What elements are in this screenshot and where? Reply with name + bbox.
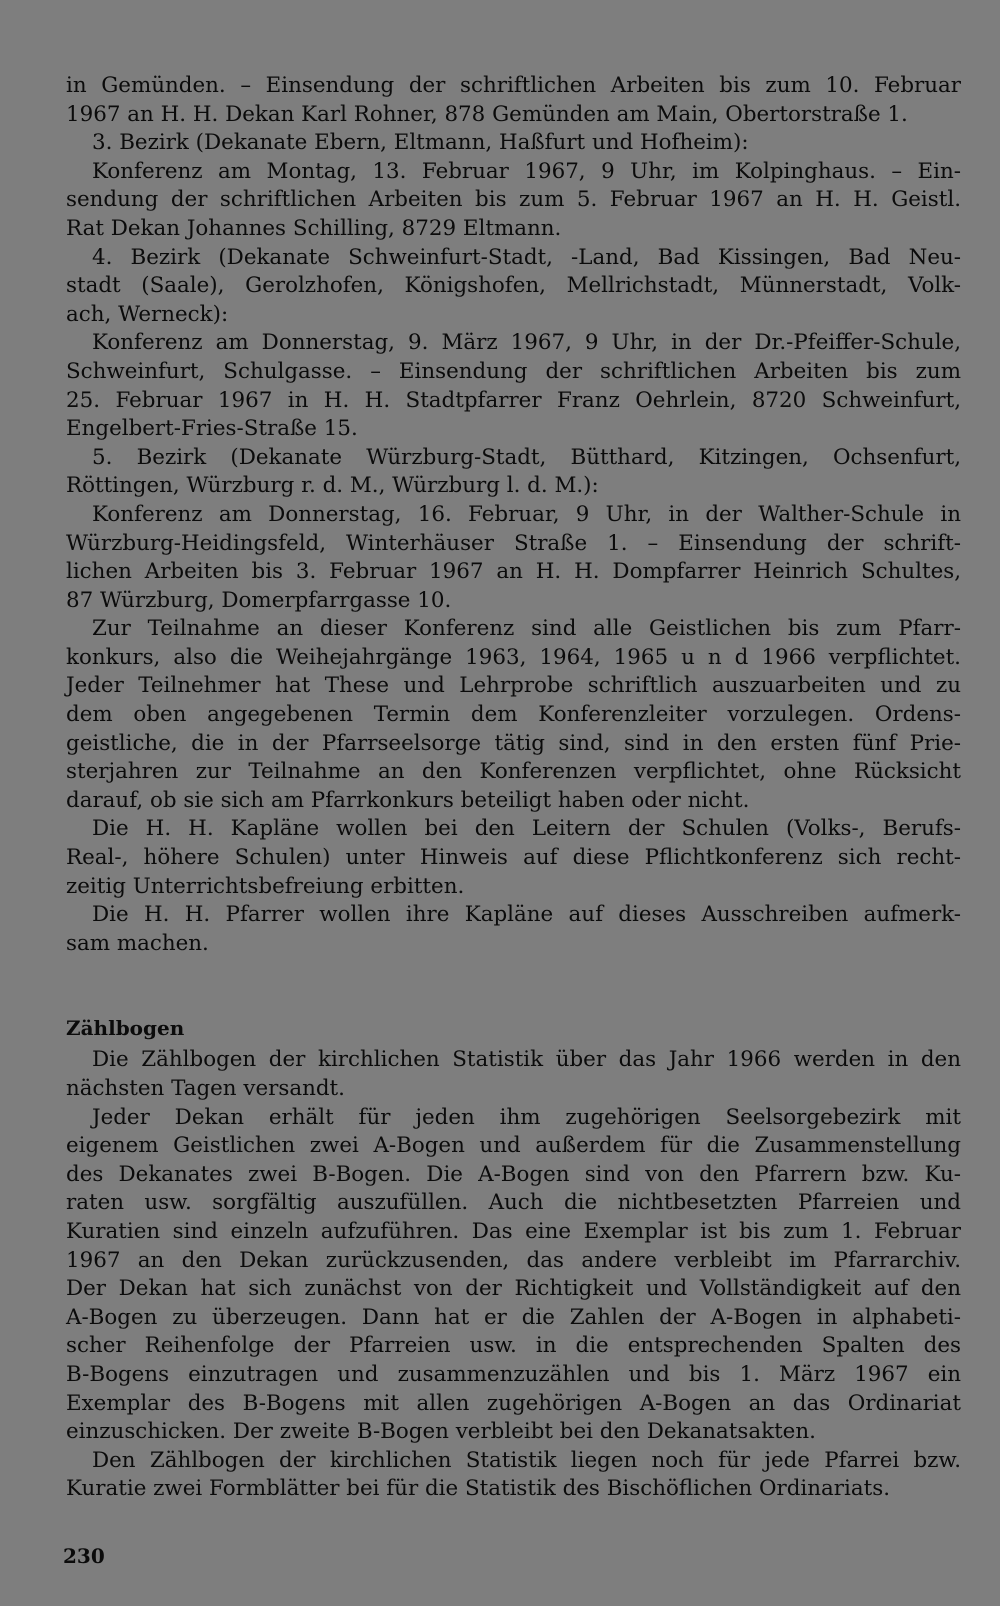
section-zaehlbogen-text <box>66 1046 961 1504</box>
text-line: Jeder Dekan erhält für jeden ihm zugehörigen Seelsorgebezirk mit <box>92 1104 961 1130</box>
text-line: Rat Dekan Johannes Schilling, 8729 Eltmann. <box>66 215 562 241</box>
text-line: in Gemünden. – Einsendung der schriftlichen Arbeiten bis zum 10. Februar <box>66 73 961 98</box>
text-line: ach, Werneck): <box>66 301 229 327</box>
text-line: Den Zählbogen der kirchlichen Statistik liegen noch für jede Pfarrei bzw. <box>92 1447 961 1473</box>
text-line: 4. Bezirk (Dekanate Schweinfurt-Stadt, -Land, Bad Kissingen, Bad Neu- <box>92 244 961 270</box>
text-line: lichen Arbeiten bis 3. Februar 1967 an H. H. Dompfarrer Heinrich Schultes, <box>66 559 961 585</box>
text-line: Konferenz am Donnerstag, 16. Februar, 9 Uhr, in der Walther-Schule in <box>92 501 961 527</box>
text-line: 25. Februar 1967 in H. H. Stadtpfarrer Franz Oehrlein, 8720 Schweinfurt, <box>66 387 961 413</box>
text-line: Jeder Teilnehmer hat These und Lehrprobe schriftlich auszuarbeiten und zu <box>66 673 961 699</box>
text-line: 3. Bezirk (Dekanate Ebern, Eltmann, Haßfurt und Hofheim): <box>92 130 749 156</box>
text-line: zeitig Unterrichtsbefreiung erbitten. <box>66 873 465 899</box>
text-line: B-Bogens einzutragen und zusammenzuzählen und bis 1. März 1967 ein <box>66 1361 961 1387</box>
text-line: Engelbert-Fries-Straße 15. <box>66 416 358 442</box>
text-line: A-Bogen zu überzeugen. Dann hat er die Zahlen der A-Bogen in alphabeti- <box>66 1304 961 1330</box>
text-line: Würzburg-Heidingsfeld, Winterhäuser Straße 1. – Einsendung der schrift- <box>66 530 961 556</box>
text-line: sendung der schriftlichen Arbeiten bis zum 5. Februar 1967 an H. H. Geistl. <box>66 187 961 213</box>
document-page <box>66 72 961 1504</box>
text-line: 87 Würzburg, Domerpfarrgasse 10. <box>66 587 452 613</box>
text-line: Der Dekan hat sich zunächst von der Richtigkeit und Vollständigkeit auf den <box>66 1276 961 1302</box>
text-line: Konferenz am Montag, 13. Februar 1967, 9 Uhr, im Kolpinghaus. – Ein- <box>92 158 961 184</box>
text-line: darauf, ob sie sich am Pfarrkonkurs beteiligt haben oder nicht. <box>66 787 750 813</box>
text-line: sterjahren zur Teilnahme an den Konferenzen verpflichtet, ohne Rücksicht <box>66 759 961 785</box>
page-number: 230 <box>63 1544 105 1568</box>
text-line: Kuratien sind einzeln aufzuführen. Das eine Exemplar ist bis zum 1. Februar <box>66 1218 961 1244</box>
text-line: 5. Bezirk (Dekanate Würzburg-Stadt, Bütthard, Kitzingen, Ochsenfurt, <box>92 444 961 470</box>
text-line: raten usw. sorgfältig auszufüllen. Auch die nichtbesetzten Pfarreien und <box>66 1190 961 1216</box>
text-line: sam machen. <box>66 930 209 956</box>
text-line: Die H. H. Pfarrer wollen ihre Kapläne auf dieses Ausschreiben aufmerk- <box>92 902 961 928</box>
text-line: Die H. H. Kapläne wollen bei den Leitern der Schulen (Volks-, Berufs- <box>92 816 961 842</box>
section-conference-text <box>66 72 961 958</box>
text-line: des Dekanates zwei B-Bogen. Die A-Bogen sind von den Pfarrern bzw. Ku- <box>66 1161 961 1187</box>
text-line: einzuschicken. Der zweite B-Bogen verbleibt bei den Dekanatsakten. <box>66 1419 816 1445</box>
text-line: geistliche, die in der Pfarrseelsorge tätig sind, sind in den ersten fünf Prie- <box>66 730 961 756</box>
text-line: dem oben angegebenen Termin dem Konferenzleiter vorzulegen. Ordens- <box>66 702 961 728</box>
text-line: Die Zählbogen der kirchlichen Statistik über das Jahr 1966 werden in den <box>92 1047 961 1073</box>
text-line: scher Reihenfolge der Pfarreien usw. in die entsprechenden Spalten des <box>66 1333 961 1359</box>
text-line: 1967 an H. H. Dekan Karl Rohner, 878 Gemünden am Main, Obertorstraße 1. <box>66 101 908 127</box>
text-line: Konferenz am Donnerstag, 9. März 1967, 9 Uhr, in der Dr.-Pfeiffer-Schule, <box>92 330 961 356</box>
text-line: Röttingen, Würzburg r. d. M., Würzburg l. d. M.): <box>66 473 599 499</box>
text-line: Kuratie zwei Formblätter bei für die Statistik des Bischöflichen Ordinariats. <box>66 1476 890 1502</box>
section-heading: Zählbogen <box>66 1016 185 1041</box>
text-line: Zur Teilnahme an dieser Konferenz sind alle Geistlichen bis zum Pfarr- <box>92 616 961 642</box>
text-line: Schweinfurt, Schulgasse. – Einsendung der schriftlichen Arbeiten bis zum <box>66 358 961 384</box>
text-line: Real-, höhere Schulen) unter Hinweis auf diese Pflichtkonferenz sich recht- <box>66 845 961 871</box>
text-line: stadt (Saale), Gerolzhofen, Königshofen, Mellrichstadt, Münnerstadt, Volk- <box>66 273 961 299</box>
text-line: nächsten Tagen versandt. <box>66 1076 345 1101</box>
text-line: eigenem Geistlichen zwei A-Bogen und außerdem für die Zusammenstellung <box>66 1133 961 1159</box>
text-line: konkurs, also die Weihejahrgänge 1963, 1964, 1965 u n d 1966 verpflichtet. <box>66 644 961 670</box>
text-line: 1967 an den Dekan zurückzusenden, das andere verbleibt im Pfarrarchiv. <box>66 1247 961 1273</box>
text-line: Exemplar des B-Bogens mit allen zugehörigen A-Bogen an das Ordinariat <box>66 1390 961 1416</box>
